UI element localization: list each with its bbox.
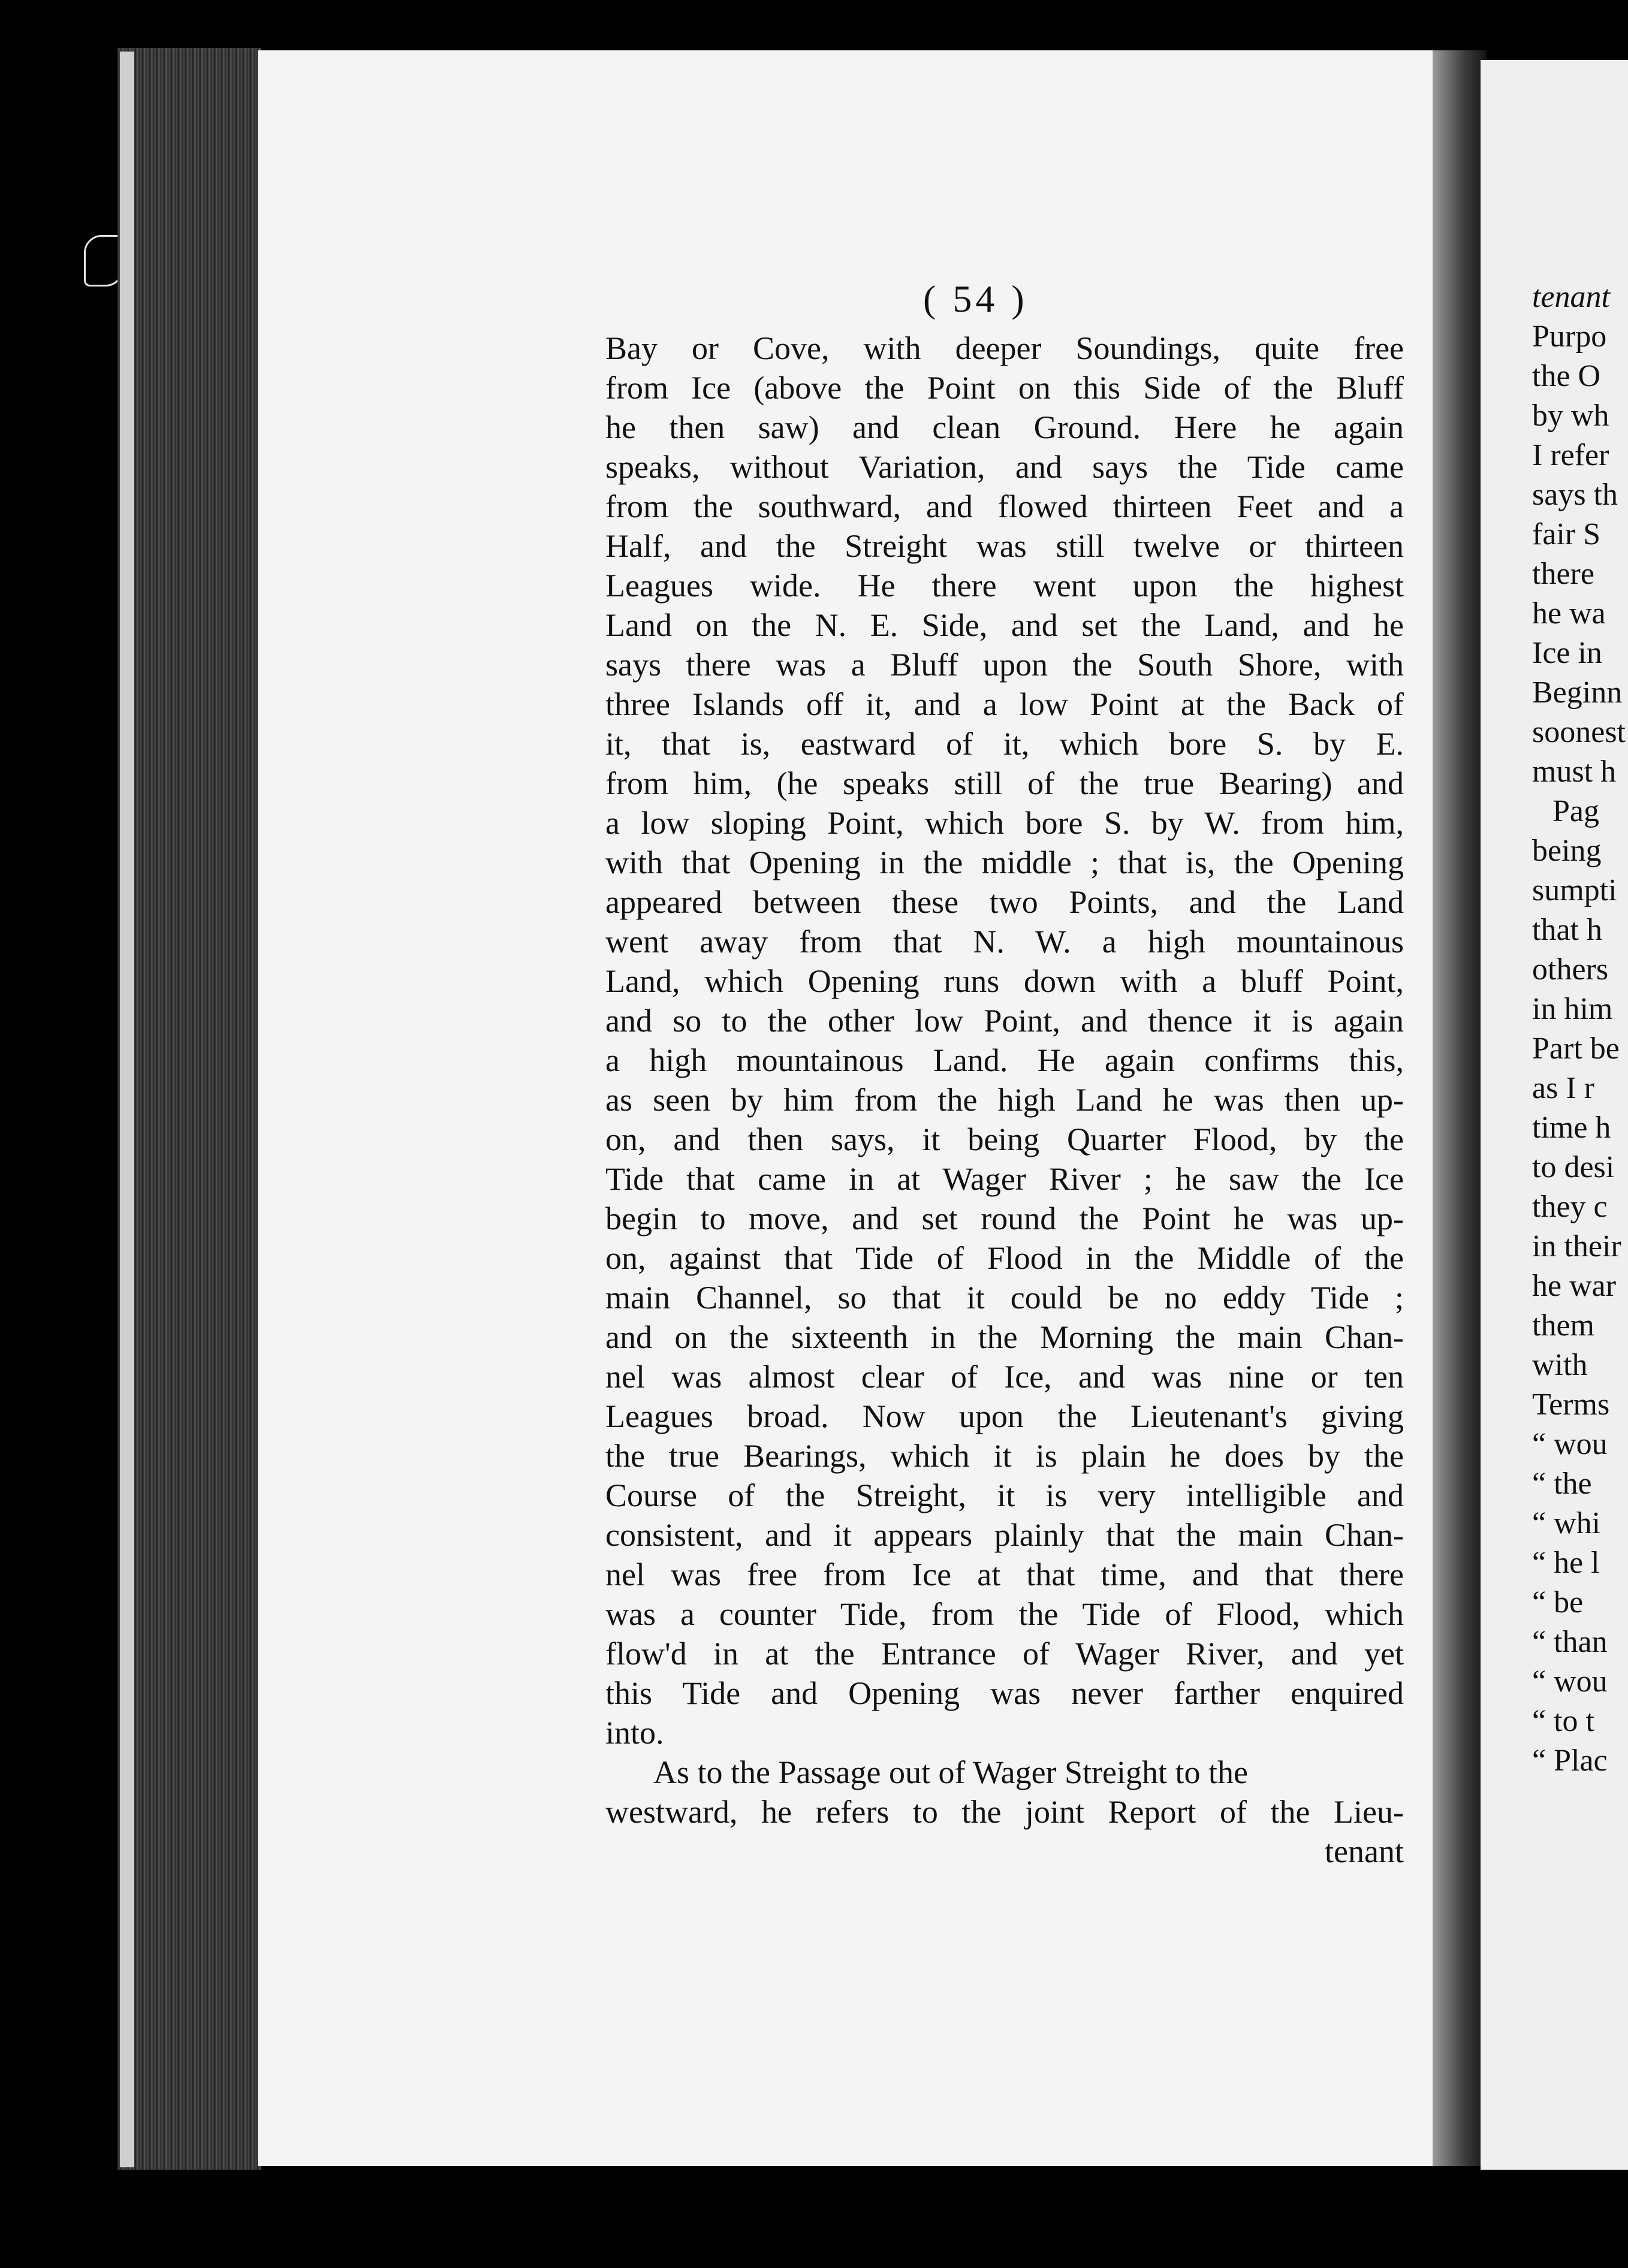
book-page-edges — [117, 48, 261, 2170]
text-line: went away from that N. W. a high mountainous — [605, 924, 1404, 960]
next-page-line: time h — [1532, 1111, 1611, 1145]
next-page-line: as I r — [1532, 1071, 1594, 1105]
text-line: speaks, without Variation, and says the Tide came — [605, 449, 1404, 485]
text-line: a high mountainous Land. He again confirms this, — [605, 1042, 1404, 1078]
page-number: ( 54 ) — [923, 278, 1028, 320]
next-page-line: “ he l — [1532, 1546, 1600, 1580]
text-line: the true Bearings, which it is plain he does by the — [605, 1438, 1404, 1474]
next-page-line: the O — [1532, 359, 1601, 393]
next-page-line: being — [1532, 834, 1602, 868]
text-line: westward, he refers to the joint Report of the Lieu- — [605, 1794, 1404, 1830]
next-page-line: there — [1532, 557, 1594, 591]
next-page-line: in their — [1532, 1229, 1621, 1263]
text-line: nel was almost clear of Ice, and was nine or ten — [605, 1359, 1404, 1395]
text-line: this Tide and Opening was never farther enquired — [605, 1675, 1404, 1711]
text-line: it, that is, eastward of it, which bore S. by E. — [605, 726, 1404, 762]
gutter-shadow — [1433, 50, 1487, 2166]
next-page-line: “ the — [1532, 1467, 1592, 1501]
text-line: Leagues wide. He there went upon the highest — [605, 568, 1404, 604]
next-page-line: fair S — [1532, 517, 1601, 551]
next-page-line: “ wou — [1532, 1664, 1608, 1699]
text-line: main Channel, so that it could be no eddy Tide ; — [605, 1280, 1404, 1316]
text-line: as seen by him from the high Land he was then up- — [605, 1082, 1404, 1118]
text-line: appeared between these two Points, and the Land — [605, 884, 1404, 920]
text-line: into. — [605, 1715, 664, 1751]
text-line: from him, (he speaks still of the true Bearing) and — [605, 765, 1404, 801]
book-edge-highlight — [120, 52, 134, 2167]
next-page-line: with — [1532, 1348, 1588, 1382]
text-line: flow'd in at the Entrance of Wager River, and yet — [605, 1636, 1404, 1672]
text-line: Course of the Streight, it is very intelligible and — [605, 1477, 1404, 1513]
next-page-line: “ Plac — [1532, 1744, 1608, 1778]
next-page-line: he wa — [1532, 596, 1606, 631]
next-page-line: Beginn — [1532, 675, 1623, 710]
text-line: Land, which Opening runs down with a bluff Point, — [605, 963, 1404, 999]
text-line: consistent, and it appears plainly that the main Chan- — [605, 1517, 1404, 1553]
next-page-line: by wh — [1532, 399, 1609, 433]
next-page-line: “ be — [1532, 1585, 1584, 1619]
text-line: was a counter Tide, from the Tide of Flood, which — [605, 1596, 1404, 1632]
next-page-line: that h — [1532, 913, 1602, 947]
next-page-line: to desi — [1532, 1150, 1615, 1184]
text-line: begin to move, and set round the Point he was up- — [605, 1201, 1404, 1236]
text-line: Half, and the Streight was still twelve or thirteen — [605, 528, 1404, 564]
next-page-line: Pag — [1552, 794, 1599, 828]
text-line: and so to the other low Point, and thence it is again — [605, 1003, 1404, 1039]
next-page-line: tenant — [1532, 280, 1610, 314]
text-line: on, and then says, it being Quarter Flood, by the — [605, 1121, 1404, 1157]
text-line: from the southward, and flowed thirteen Feet and a — [605, 488, 1404, 524]
text-line: Land on the N. E. Side, and set the Land, and he — [605, 607, 1404, 643]
next-page-line: Ice in — [1532, 636, 1602, 670]
next-page-line: “ than — [1532, 1625, 1608, 1659]
next-page-line: “ whi — [1532, 1506, 1601, 1540]
next-page-line: them — [1532, 1308, 1594, 1343]
text-line: Tide that came in at Wager River ; he saw the Ice — [605, 1161, 1404, 1197]
next-page-line: soonest — [1532, 715, 1626, 749]
page-text-block — [605, 328, 1404, 1871]
text-line: a low sloping Point, which bore S. by W. from him, — [605, 805, 1404, 841]
next-page-line: “ wou — [1532, 1427, 1608, 1461]
next-page-line: says th — [1532, 478, 1618, 512]
next-page-line: he war — [1532, 1269, 1617, 1303]
next-page-line: sumpti — [1532, 873, 1617, 907]
text-line: nel was free from Ice at that time, and that there — [605, 1557, 1404, 1593]
text-line: on, against that Tide of Flood in the Middle of the — [605, 1240, 1404, 1276]
next-page-line: in him — [1532, 992, 1613, 1026]
text-line: says there was a Bluff upon the South Shore, with — [605, 647, 1404, 683]
text-line: three Islands off it, and a low Point at the Back of — [605, 686, 1404, 722]
next-page-line: others — [1532, 952, 1609, 987]
next-page-line: must h — [1532, 755, 1617, 789]
next-page-line: Part be — [1532, 1032, 1620, 1066]
next-page-line: they c — [1532, 1190, 1608, 1224]
text-line: he then saw) and clean Ground. Here he again — [605, 409, 1404, 445]
text-line: and on the sixteenth in the Morning the main Chan- — [605, 1319, 1404, 1355]
text-line: Leagues broad. Now upon the Lieutenant's giving — [605, 1398, 1404, 1434]
next-page-line: Purpo — [1532, 319, 1607, 354]
next-page-line: I refer — [1532, 438, 1609, 472]
text-line: tenant — [1325, 1833, 1404, 1869]
text-line: from Ice (above the Point on this Side of the Bluff — [605, 370, 1404, 406]
next-page-line: Terms — [1532, 1388, 1610, 1422]
next-page-line: “ to t — [1532, 1704, 1594, 1738]
text-line: As to the Passage out of Wager Streight to the — [653, 1754, 1248, 1790]
text-line: Bay or Cove, with deeper Soundings, quite free — [605, 330, 1404, 366]
text-line: with that Opening in the middle ; that is, the Opening — [605, 845, 1404, 880]
